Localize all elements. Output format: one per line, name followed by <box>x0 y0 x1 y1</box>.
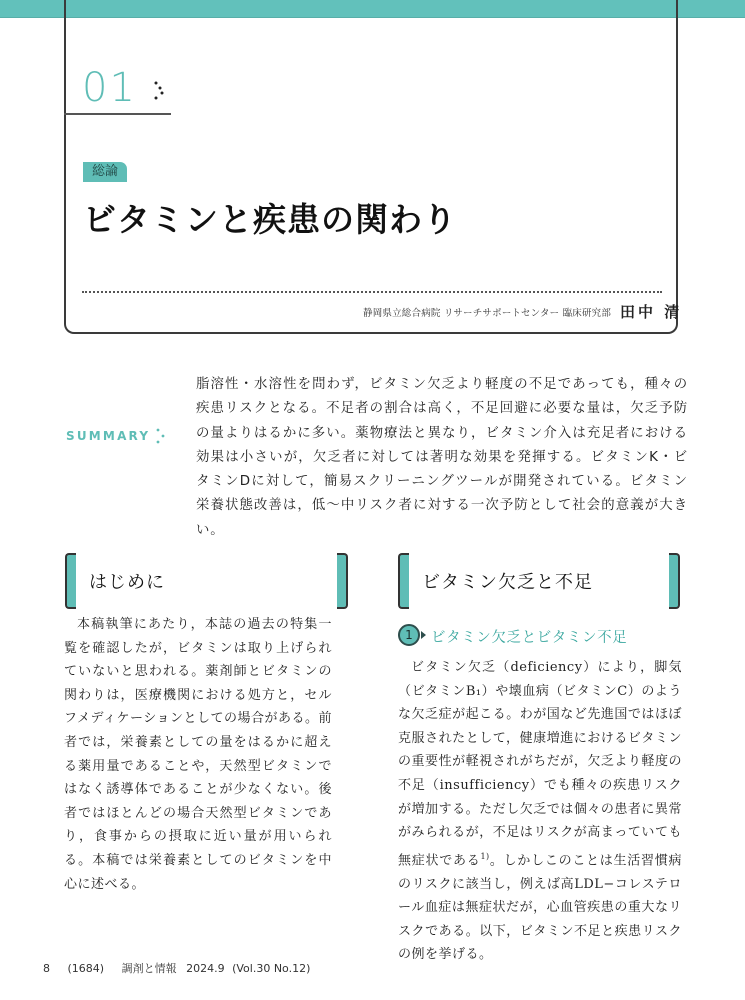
volume-info: (Vol.30 No.12) <box>232 962 311 975</box>
section-title: ビタミン欠乏と不足 <box>422 572 593 593</box>
section-body-introduction: 本稿執筆にあたり，本誌の過去の特集一覧を確認したが，ビタミンは取り上げられていないと思われる。薬剤師とビタミンの関わりは，医療機関における処方と，セルフメディケーションとしての場合がある。前者では，栄養素としての量をはるかに超える薬用量であることや，天然型ビタミンではなく誘導体であることが少なくない。後者ではほとんどの場合天然型ビタミンであり，食事からの摂取に近い量が用いられる。本稿では栄養素としてのビタミンを中心に述べる。 <box>64 617 332 892</box>
total-page-number: (1684) <box>67 962 105 975</box>
summary-text: 脂溶性・水溶性を問わず，ビタミン欠乏より軽度の不足であっても，種々の疾患リスクとなる。不足者の割合は高く，不足回避に必要な量は，欠乏予防の量よりはるかに多い。薬物療法と異なり，ビタミン介入は充足者における効果は小さいが，欠乏者に対しては著明な効果を発揮する。ビタミンK・ビタミンDに対して，簡易スクリーニングツールが開発されている。ビタミン栄養状態改善は，低〜中リスク者に対する一次予防として社会的意義が大きい。 <box>196 377 688 538</box>
left-bracket <box>398 553 409 609</box>
chapter-number: 01 <box>82 65 137 111</box>
reference-marker[interactable]: 1) <box>480 851 490 861</box>
dotted-divider <box>82 291 662 293</box>
right-bracket <box>337 553 348 609</box>
section-heading-introduction <box>65 553 348 609</box>
author-affiliation: 静岡県立総合病院 リサーチサポートセンター 臨床研究部 <box>363 308 612 319</box>
right-bracket <box>669 553 680 609</box>
page-title: ビタミンと疾患の関わり <box>83 200 457 239</box>
summary-dots-icon <box>155 428 165 444</box>
summary-label: SUMMARY <box>66 429 151 443</box>
issue-date: 2024.9 <box>186 962 225 975</box>
subsection-title: ビタミン欠乏とビタミン不足 <box>431 630 628 646</box>
body-text: 。しかしこのことは生活習慣病のリスクに該当し，例えば高LDL−コレステロール血症は無症状だが，心血管疾患の重大なリスクである。以下，ビタミン不足と疾患リスクの例を挙げる。 <box>398 853 682 963</box>
body-text: ビタミン欠乏（deficiency）により，脚気（ビタミンB₁）や壊血病（ビタミンC）のような欠乏症が起こる。わが国など先進国ではほぼ克服されたとして，健康増進におけるビタミンの重要性が軽視されがちだが，欠乏より軽度の不足（insufficiency）でも種々の疾患リスクが増加する。ただし欠乏では個々の患者に異常がみられるが，不足はリスクが高まっていても無症状である <box>398 660 682 869</box>
header-frame <box>64 0 678 334</box>
left-bracket <box>65 553 76 609</box>
subsection-number-badge: 1 <box>398 624 420 646</box>
page-footer <box>43 960 324 976</box>
author-name: 田中 清 <box>620 303 683 321</box>
section-title: はじめに <box>89 572 165 593</box>
section-heading-deficiency <box>398 553 680 609</box>
chapter-underline <box>64 113 171 115</box>
arrow-right-icon <box>421 631 426 639</box>
category-tag: 総論 <box>83 162 127 182</box>
section-body-deficiency <box>398 656 682 967</box>
page-number: 8 <box>43 962 50 975</box>
chapter-dots-icon <box>153 80 165 102</box>
journal-name: 調剤と情報 <box>121 962 177 975</box>
